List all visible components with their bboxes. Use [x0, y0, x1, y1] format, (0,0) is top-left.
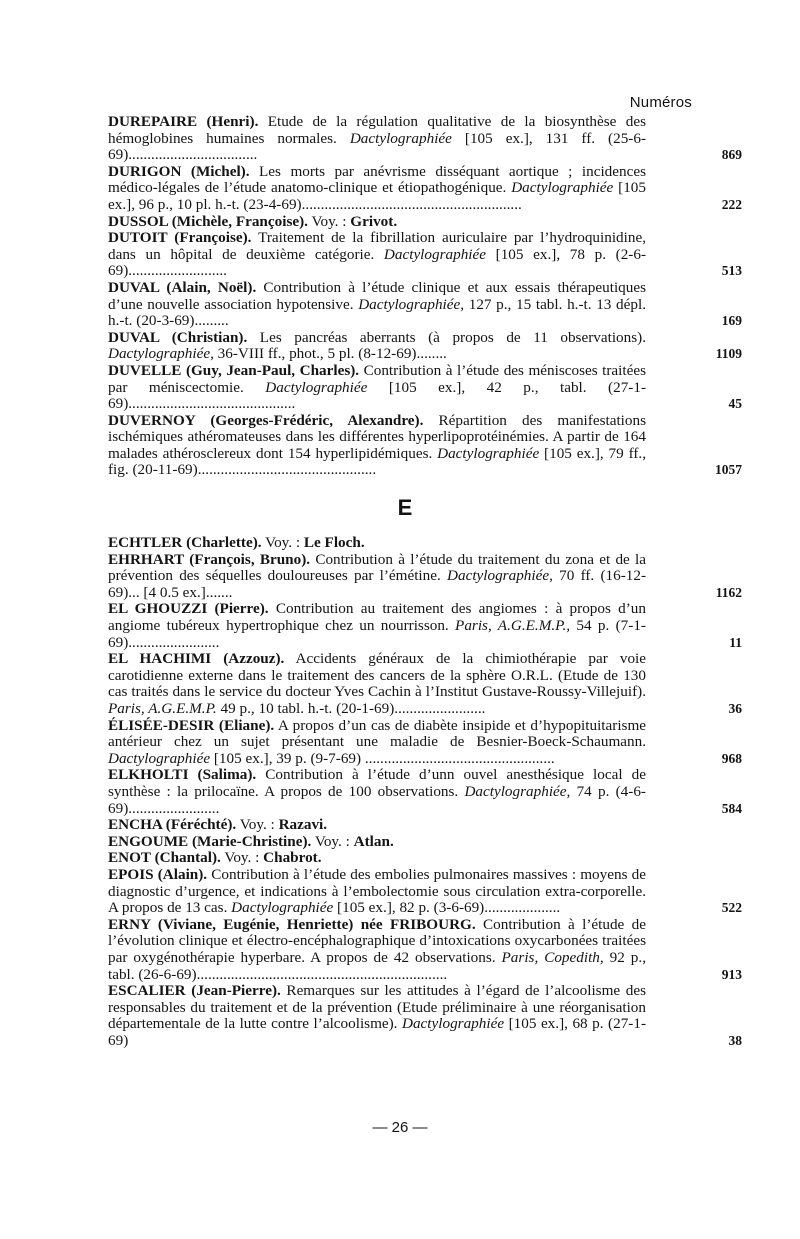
- entry-publication: Dactylographiée: [511, 179, 614, 197]
- entry-author: DUVAL (Alain, Noël).: [108, 278, 257, 296]
- entry-author: ELKHOLTI (Salima).: [108, 766, 257, 784]
- entry-author: DURIGON (Michel).: [108, 162, 250, 180]
- index-entry: [108, 865, 742, 917]
- page-number: — 26 —: [372, 1119, 428, 1136]
- entry-author: ÉLISÉE-DESIR (Eliane).: [108, 716, 275, 734]
- index-entry: [108, 716, 742, 768]
- entry-publication: Dactylographiée: [265, 378, 368, 396]
- entry-author: ENOT (Chantal).: [108, 849, 221, 867]
- index-entry: [108, 113, 742, 164]
- entry-title: Remarques sur les attitudes à l’égard de l’alcoolisme des responsables du traitement et de la prévention (Etude préliminaire à une réorganisation départementale de la lutte contre l’alcoolisme).: [108, 982, 647, 1033]
- entry-number: 45: [728, 396, 742, 412]
- index-entry: [108, 328, 742, 363]
- entry-details: 127 p., 15 tabl. h.-t. 13 dépl. h.-t. (20-3-69).........: [108, 295, 646, 330]
- entry-body: [108, 411, 742, 479]
- entry-see-reference: Atlan.: [353, 832, 394, 850]
- entry-author: ESCALIER (Jean-Pierre).: [108, 982, 281, 1000]
- entry-details: [105 ex.], 42 p., tabl. (27-1-69)............................................: [108, 378, 646, 413]
- entry-see-reference: Chabrot.: [263, 849, 322, 867]
- entry-title: Contribution à l’étude des méniscoses traitées par méniscectomie.: [108, 361, 646, 396]
- entry-body: [108, 834, 694, 851]
- entry-details: [105 ex.], 131 ff. (25-6-69)..................................: [108, 129, 646, 164]
- index-entry: [108, 535, 694, 552]
- entry-publication: Paris, Copedith,: [501, 948, 604, 966]
- entry-author: DUVERNOY (Georges-Frédéric, Alexandre).: [108, 411, 424, 429]
- entry-title: Contribution à l’étude d’unn ouvel anesthésique local de synthèse : la prilocaïne. A propos de 100 observations.: [108, 766, 646, 800]
- entry-publication: Dactylographiée,: [358, 295, 465, 313]
- index-entry: [108, 411, 742, 479]
- index-entry: [108, 229, 742, 280]
- entry-publication: Dactylographiée: [349, 129, 452, 147]
- entry-title: Etude de la régulation qualitative de la biosynthèse des hémoglobines humaines normales.: [108, 113, 646, 147]
- index-entry: [108, 162, 742, 214]
- entry-title: Voy. :: [311, 832, 354, 850]
- entry-author: ERNY (Viviane, Eugénie, Henriette) née FRIBOURG.: [108, 915, 476, 933]
- entry-see-reference: Grivot.: [350, 212, 398, 230]
- entry-see-reference: Razavi.: [278, 816, 328, 834]
- entry-title: Les morts par anévrisme disséquant aortique ; incidences médico-légales de l’étude anatomo-clinique et étiopathogénique.: [108, 162, 646, 197]
- index-entry: [108, 850, 694, 867]
- entry-number: 584: [721, 800, 742, 816]
- section-heading-e: E: [397, 495, 413, 521]
- entry-details: [105 ex.], 79 ff., fig. (20-11-69)...............................................: [108, 444, 647, 479]
- entry-body: [108, 535, 694, 552]
- entry-body: [108, 162, 742, 214]
- entry-publication: Dactylographiée: [437, 444, 540, 462]
- entry-author: ECHTLER (Charlette).: [108, 534, 262, 552]
- entry-body: [108, 817, 694, 834]
- entry-title: Contribution à l’étude des embolies pulmonaires massives : moyens de diagnostic d’urgence, et indications à l’embolectomie sous circulation extra-corporelle. A propos de 13 cas.: [108, 865, 646, 917]
- index-entry: [108, 214, 694, 231]
- entry-title: Répartition des manifestations ischémiques athéromateuses dans les différentes hyperlipoprotéinémies. A partir de 164 malades athérosclereux dont 154 hyperlipidémiques.: [108, 411, 646, 462]
- index-entry: [108, 766, 742, 817]
- entry-author: DUSSOL (Michèle, Françoise).: [108, 212, 308, 230]
- entry-number: 968: [721, 750, 742, 766]
- entry-author: DUTOIT (Françoise).: [108, 229, 252, 247]
- entry-body: [108, 278, 742, 330]
- entry-details: [105 ex.], 39 p. (9-7-69) ..................................................: [210, 749, 555, 767]
- entry-author: EL HACHIMI (Azzouz).: [108, 650, 285, 668]
- entry-see-reference: Le Floch.: [303, 534, 365, 552]
- entry-author: DUVELLE (Guy, Jean-Paul, Charles).: [108, 361, 360, 379]
- entry-publication: Dactylographiée,: [464, 782, 571, 800]
- entry-details: [105 ex.], 78 p. (2-6-69)..........................: [108, 245, 647, 280]
- entry-number: 169: [721, 313, 742, 329]
- entry-body: [108, 113, 742, 164]
- entry-body: [108, 850, 694, 867]
- column-header-numeros: Numéros: [629, 94, 692, 111]
- entry-body: [108, 766, 742, 817]
- entry-title: Contribution au traitement des angiomes : à propos d’un angiome tubéreux hypertrophique chez un nourrisson.: [108, 600, 646, 635]
- entry-publication: Dactylographiée: [402, 1015, 505, 1033]
- entry-number: 36: [728, 701, 742, 716]
- entry-details: [105 ex.], 82 p. (3-6-69)....................: [333, 899, 561, 917]
- entry-publication: Paris, A.G.E.M.P.: [108, 700, 217, 717]
- index-entry: [108, 600, 742, 651]
- entry-title: Voy. :: [307, 212, 351, 230]
- entry-author: DUREPAIRE (Henri).: [108, 113, 259, 130]
- entry-body: [108, 550, 742, 602]
- entry-publication: Dactylographiée: [108, 749, 211, 767]
- entry-title: A propos d’un cas de diabète insipide et d’hypopituitarisme antérieur chez un sujet présentant une maladie de Besnier-Boeck-Schaumann.: [108, 716, 646, 751]
- entry-title: Voy. :: [220, 849, 264, 867]
- entry-body: [108, 650, 742, 717]
- entry-author: EPOIS (Alain).: [108, 865, 208, 883]
- entry-body: [108, 229, 742, 280]
- entry-number: 869: [721, 147, 742, 163]
- entry-author: ENGOUME (Marie-Christine).: [108, 832, 312, 850]
- entry-title: Traitement de la fibrillation auriculaire par l’hydroquinidine, dans un hôpital de deuxième catégorie.: [108, 229, 646, 263]
- entry-title: Accidents généraux de la chimiothérapie par voie carotidienne externe dans le traitement des cancers de la sphère O.R.L. (Etude de 130 cas traités dans le service du docteur Yves Cachin à l’Institut Gustave-Roussy-Villejuif).: [108, 650, 646, 701]
- entry-number: 513: [721, 263, 742, 279]
- index-entry: [108, 834, 694, 851]
- entry-number: 1057: [715, 462, 742, 478]
- entry-body: [108, 865, 742, 917]
- entry-author: ENCHA (Féréchté).: [108, 816, 237, 834]
- entry-number: 11: [729, 634, 742, 650]
- index-entry: [108, 650, 742, 717]
- entry-number: 222: [721, 196, 742, 212]
- entry-publication: Dactylographiée,: [447, 567, 553, 585]
- index-entry: [108, 361, 742, 413]
- entry-body: [108, 915, 742, 983]
- entries-list: [108, 113, 742, 1049]
- entry-publication: Paris, A.G.E.M.P.,: [455, 617, 571, 635]
- entry-number: 522: [721, 900, 742, 916]
- index-entry: [108, 550, 742, 602]
- entry-title: Contribution à l’étude de l’évolution clinique et électro-encéphalographique d’intoxications oxycarbonées traitées par oxygénothérapie hyperbare. A propos de 42 observations.: [108, 915, 646, 966]
- entry-body: [108, 982, 742, 1049]
- entry-body: [108, 214, 694, 231]
- entry-details: 70 ff. (16-12-69)... [4 0.5 ex.].......: [108, 567, 646, 601]
- index-entry: [108, 817, 694, 834]
- entry-title: Contribution à l’étude clinique et aux essais thérapeutiques d’une nouvelle association hypotensive.: [108, 278, 647, 313]
- index-entry: [108, 915, 742, 983]
- entry-details: 74 p. (4-6-69)........................: [108, 782, 646, 817]
- entry-details: 36-VIII ff., phot., 5 pl. (8-12-69)........: [213, 345, 447, 363]
- entry-details: 49 p., 10 tabl. h.-t. (20-1-69)........................: [216, 700, 486, 717]
- entry-body: [108, 600, 742, 651]
- entry-author: EL GHOUZZI (Pierre).: [108, 600, 269, 618]
- entry-number: 1162: [715, 584, 742, 600]
- entry-author: EHRHART (François, Bruno).: [108, 550, 311, 568]
- index-entry: [108, 982, 742, 1049]
- entry-title: Contribution à l’étude du traitement du zona et de la prévention des séquelles douloureuses par l’émétine.: [108, 550, 646, 585]
- entry-publication: Dactylographiée: [383, 245, 486, 263]
- entry-details: [105 ex.], 96 p., 10 pl. h.-t. (23-4-69)..........................................................: [108, 179, 646, 213]
- entry-publication: Dactylographiée,: [108, 345, 214, 363]
- entry-title: Voy. :: [261, 534, 304, 552]
- entry-publication: Dactylographiée: [231, 899, 334, 917]
- entry-number: 38: [728, 1032, 742, 1048]
- entry-details: 54 p. (7-1-69)........................: [108, 617, 646, 651]
- entry-number: 1109: [715, 346, 742, 362]
- index-entry: [108, 278, 742, 330]
- entry-details: [105 ex.], 68 p. (27-1-69): [108, 1015, 646, 1049]
- entry-title: Les pancréas aberrants (à propos de 11 observations).: [247, 328, 646, 346]
- entry-body: [108, 361, 742, 413]
- entry-title: Voy. :: [236, 816, 279, 834]
- entry-number: 913: [721, 966, 742, 982]
- entry-author: DUVAL (Christian).: [108, 328, 248, 346]
- entry-details: 92 p., tabl. (26-6-69)..................................................................: [108, 948, 646, 983]
- entry-body: [108, 328, 742, 363]
- entry-body: [108, 716, 742, 768]
